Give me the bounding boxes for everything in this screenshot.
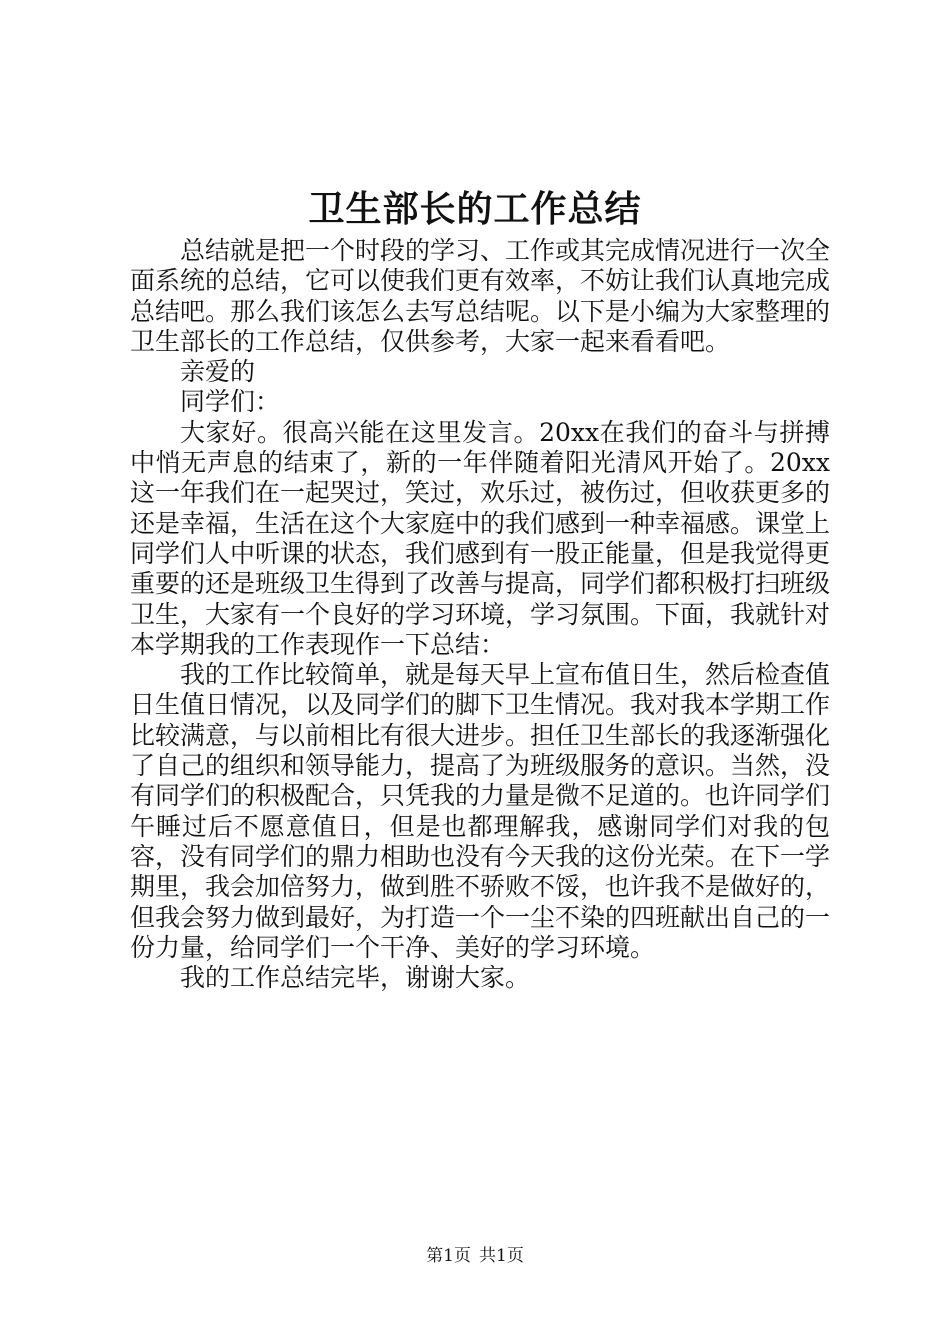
body-paragraph-2: 我的工作比较简单，就是每天早上宣布值日生，然后检查值日生值日情况，以及同学们的脚下卫生情况。我对我本学期工作比较满意，与以前相比有很大进步。担任卫生部长的我逐渐强化了自己的组织和领导能力，提高了为班级服务的意识。当然，没有同学们的积极配合，只凭我的力量是微不足道的。也许同学们午睡过后不愿意值日，但是也都理解我，感谢同学们对我的包容，没有同学们的鼎力相助也没有今天我的这份光荣。在下一学期里，我会加倍努力，做到胜不骄败不馁，也许我不是做好的，但我会努力做到最好，为打造一个一尘不染的四班献出自己的一份力量，给同学们一个干净、美好的学习环境。 xyxy=(130,660,831,962)
page-number-current: 第1页 xyxy=(426,1246,471,1266)
document-body xyxy=(130,236,830,993)
intro-paragraph: 总结就是把一个时段的学习、工作或其完成情况进行一次全面系统的总结，它可以使我们更有效率，不妨让我们认真地完成总结吧。那么我们该怎么去写总结呢。以下是小编为大家整理的卫生部长的工作总结，仅供参考，大家一起来看看吧。 xyxy=(130,236,831,356)
page-number-total: 共1页 xyxy=(479,1246,524,1266)
closing-paragraph: 我的工作总结完毕，谢谢大家。 xyxy=(180,963,531,993)
document-title: 卫生部长的工作总结 xyxy=(308,188,642,230)
salutation-line-2: 同学们： xyxy=(180,387,281,417)
salutation-line-1: 亲爱的 xyxy=(180,357,256,387)
page-footer xyxy=(0,1244,950,1268)
body-paragraph-1: 大家好。很高兴能在这里发言。20xx在我们的奋斗与拼搏中悄无声息的结束了，新的一年伴随着阳光清风开始了。20xx这一年我们在一起哭过，笑过，欢乐过，被伤过，但收获更多的还是幸福，生活在这个大家庭中的我们感到一种幸福感。课堂上同学们人中听课的状态，我们感到有一股正能量，但是我觉得更重要的还是班级卫生得到了改善与提高，同学们都积极打扫班级卫生，大家有一个良好的学习环境，学习氛围。下面，我就针对本学期我的工作表现作一下总结： xyxy=(130,417,831,659)
